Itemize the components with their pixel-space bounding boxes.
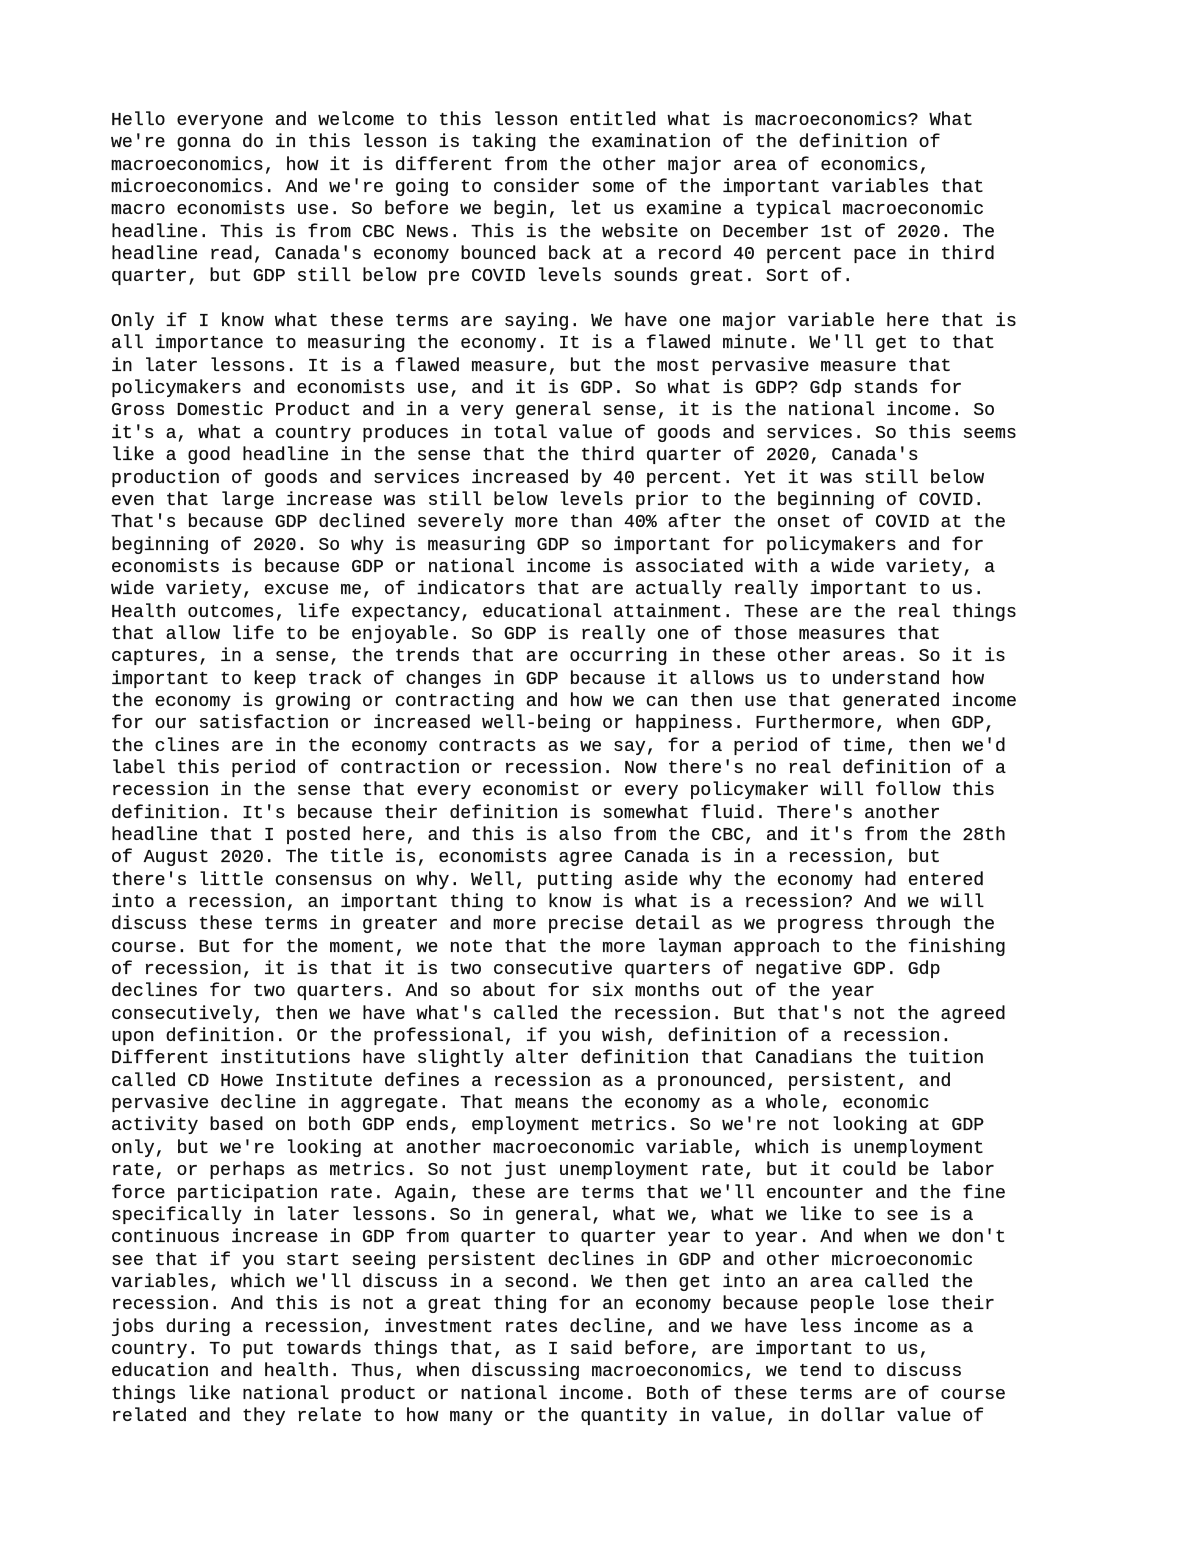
text-line: it's a, what a country produces in total value of goods and services. So this seems [111,423,1017,444]
text-line: economists is because GDP or national income is associated with a wide variety, a [111,557,996,578]
text-line: beginning of 2020. So why is measuring GDP so important for policymakers and for [111,535,985,556]
text-line: That's because GDP declined severely more than 40% after the onset of COVID at the [111,513,1006,534]
text-line: discuss these terms in greater and more precise detail as we progress through the [111,915,996,936]
text-line: Gross Domestic Product and in a very general sense, it is the national income. So [111,401,996,422]
text-line: headline. This is from CBC News. This is the website on December 1st of 2020. The [111,222,996,243]
text-line: only, but we're looking at another macroeconomic variable, which is unemployment [111,1138,985,1159]
text-line: the economy is growing or contracting and how we can then use that generated income [111,691,1017,712]
text-line: microeconomics. And we're going to consider some of the important variables that [111,178,985,199]
text-line: course. But for the moment, we note that the more layman approach to the finishing [111,937,1006,958]
text-line: the clines are in the economy contracts as we say, for a period of time, then we'd [111,736,1006,757]
text-line: important to keep track of changes in GDP because it allows us to understand how [111,669,985,690]
text-line: Hello everyone and welcome to this lesson entitled what is macroeconomics? What [111,111,974,131]
text-line: related and they relate to how many or the quantity in value, in dollar value of [111,1406,985,1427]
paragraph [111,311,1111,1428]
text-line: headline read, Canada's economy bounced back at a record 40 percent pace in third [111,245,996,266]
text-line: continuous increase in GDP from quarter to quarter year to year. And when we don't [111,1228,1006,1249]
text-line: of August 2020. The title is, economists agree Canada is in a recession, but [111,848,941,869]
text-line: captures, in a sense, the trends that are occurring in these other areas. So it is [111,647,1006,668]
text-line: force participation rate. Again, these are terms that we'll encounter and the fine [111,1183,1006,1204]
text-line: label this period of contraction or recession. Now there's no real definition of a [111,758,1006,779]
text-line: in later lessons. It is a flawed measure, but the most pervasive measure that [111,356,952,377]
text-line: wide variety, excuse me, of indicators that are actually really important to us. [111,580,985,601]
text-line: Different institutions have slightly alter definition that Canadians the tuition [111,1049,985,1070]
text-line: see that if you start seeing persistent declines in GDP and other microeconomic [111,1250,974,1271]
text-line: macro economists use. So before we begin, let us examine a typical macroeconomic [111,200,985,221]
text-line: variables, which we'll discuss in a second. We then get into an area called the [111,1272,974,1293]
text-line: that allow life to be enjoyable. So GDP is really one of those measures that [111,624,941,645]
text-line: we're gonna do in this lesson is taking the examination of the definition of [111,133,941,154]
text-line: all importance to measuring the economy. It is a flawed minute. We'll get to that [111,334,996,355]
text-line: pervasive decline in aggregate. That means the economy as a whole, economic [111,1094,930,1115]
text-line: declines for two quarters. And so about for six months out of the year [111,982,875,1003]
text-line: education and health. Thus, when discussing macroeconomics, we tend to discuss [111,1362,963,1383]
text-line: specifically in later lessons. So in general, what we, what we like to see is a [111,1205,974,1226]
text-line: activity based on both GDP ends, employment metrics. So we're not looking at GDP [111,1116,985,1137]
text-line: like a good headline in the sense that the third quarter of 2020, Canada's [111,446,919,467]
text-line: Health outcomes, life expectancy, educational attainment. These are the real things [111,602,1017,623]
paragraph [111,110,1111,289]
text-line: even that large increase was still below levels prior to the beginning of COVID. [111,490,985,511]
text-line: policymakers and economists use, and it is GDP. So what is GDP? Gdp stands for [111,379,963,400]
text-line: headline that I posted here, and this is also from the CBC, and it's from the 28th [111,826,1006,846]
text-line: rate, or perhaps as metrics. So not just unemployment rate, but it could be labor [111,1161,996,1182]
text-line: Only if I know what these terms are saying. We have one major variable here that is [111,312,1017,333]
text-line: quarter, but GDP still below pre COVID levels sounds great. Sort of. [111,267,854,288]
text-line: macroeconomics, how it is different from the other major area of economics, [111,155,930,176]
text-line: definition. It's because their definition is somewhat fluid. There's another [111,803,941,824]
text-line: jobs during a recession, investment rates decline, and we have less income as a [111,1317,974,1338]
text-line: country. To put towards things that, as I said before, are important to us, [111,1339,930,1360]
text-line: recession. And this is not a great thing for an economy because people lose their [111,1295,996,1316]
text-line: there's little consensus on why. Well, putting aside why the economy had entered [111,870,985,891]
text-line: into a recession, an important thing to know is what is a recession? And we will [111,893,985,914]
text-line: of recession, it is that it is two consecutive quarters of negative GDP. Gdp [111,960,941,981]
transcript-text [111,110,1111,1428]
text-line: for our satisfaction or increased well-being or happiness. Furthermore, when GDP, [111,714,996,735]
text-line: called CD Howe Institute defines a recession as a pronounced, persistent, and [111,1071,952,1092]
text-line: consecutively, then we have what's called the recession. But that's not the agreed [111,1004,1006,1025]
text-line: upon definition. Or the professional, if you wish, definition of a recession. [111,1027,952,1048]
text-line: things like national product or national income. Both of these terms are of course [111,1384,1006,1405]
text-line: production of goods and services increased by 40 percent. Yet it was still below [111,468,985,489]
text-line: recession in the sense that every economist or every policymaker will follow this [111,781,996,802]
